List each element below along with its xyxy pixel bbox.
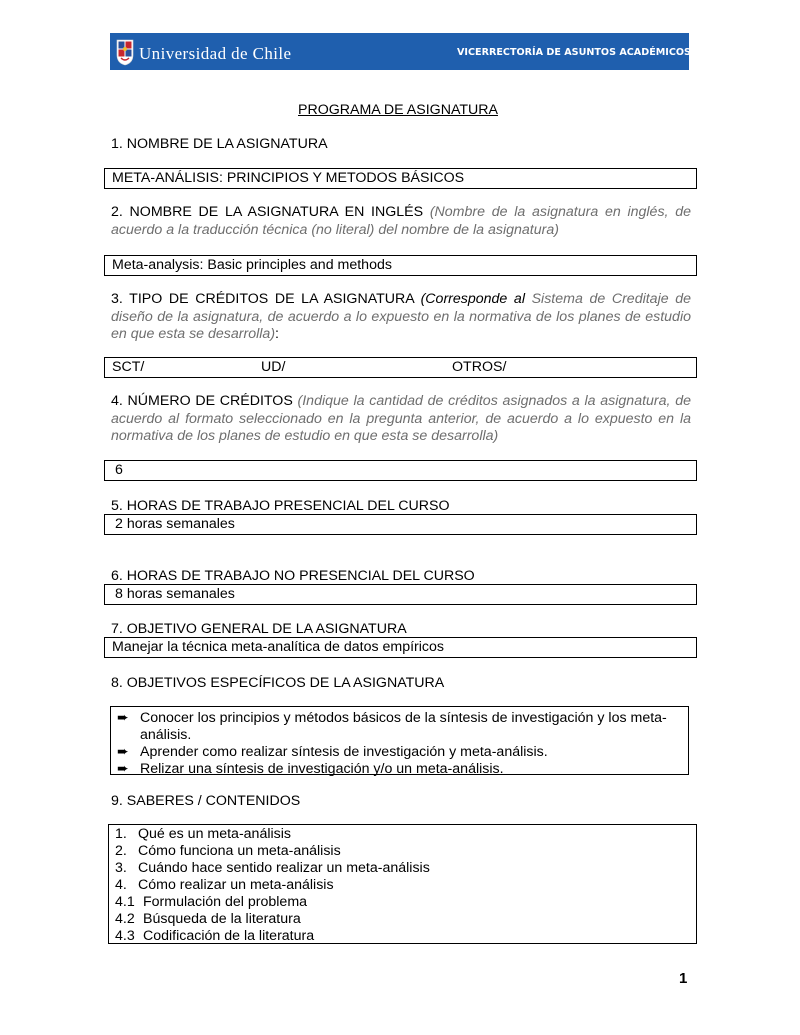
list-item [115, 826, 690, 843]
section-2-heading [111, 204, 691, 239]
item-text: Cómo funciona un meta-análisis [138, 843, 341, 859]
item-text: Cómo realizar un meta-análisis [138, 877, 334, 893]
item-number: 1. [115, 826, 127, 842]
document-title: PROGRAMA DE ASIGNATURA [298, 102, 498, 118]
course-name-value: META-ANÁLISIS: PRINCIPIOS Y METODOS BÁSICOS [112, 170, 465, 186]
section-9-heading: 9. SABERES / CONTENIDOS [111, 793, 301, 809]
list-item [115, 894, 690, 911]
contents-list [115, 826, 690, 945]
section-4-hint: (Indique la cantidad de créditos asignados a la asignatura, de acuerdo al formato seleccionado en la pregunta anterior, de acuerdo a lo expuesto en la normativa de los planes de estudio en que esta se desarrolla) [111, 393, 691, 444]
item-text: Codificación de la literatura [143, 928, 315, 944]
list-item [117, 761, 683, 778]
list-item [115, 911, 690, 928]
item-number: 2. [115, 843, 127, 859]
course-name-field [104, 168, 697, 189]
section-3-heading [111, 291, 691, 344]
section-7-heading: 7. OBJETIVO GENERAL DE LA ASIGNATURA [111, 621, 407, 637]
list-item [117, 710, 683, 744]
section-4-heading [111, 393, 691, 446]
item-number: 4.1 [115, 894, 135, 910]
section-2-heading-text: 2. NOMBRE DE LA ASIGNATURA EN INGLÉS [111, 204, 424, 220]
list-item [115, 843, 690, 860]
university-name: Universidad de Chile [139, 44, 292, 63]
non-presential-hours-field [104, 584, 697, 605]
list-item [115, 877, 690, 894]
item-number: 4. [115, 877, 127, 893]
credit-type-field [104, 357, 697, 378]
item-number: 3. [115, 860, 127, 876]
english-name-value: Meta-analysis: Basic principles and methods [112, 257, 392, 273]
section-2-hint: (Nombre de la asignatura en inglés, de acuerdo a la traducción técnica (no literal) del nombre de la asignatura) [111, 204, 691, 238]
credit-type-sct: SCT/ [112, 359, 145, 375]
section-6-heading: 6. HORAS DE TRABAJO NO PRESENCIAL DEL CURSO [111, 568, 475, 584]
section-3-hint-a: (Corresponde al [420, 291, 525, 307]
item-text: Formulación del problema [143, 894, 308, 910]
section-3-hint-b: Sistema de Creditaje de diseño de la asignatura, de acuerdo a lo expuesto en la normativa de los planes de estudio en que esta se desarrolla) [111, 291, 691, 342]
credits-field [104, 460, 697, 481]
list-item [115, 860, 690, 877]
section-4-heading-text: 4. NÚMERO DE CRÉDITOS [111, 393, 293, 409]
page-number: 1 [679, 970, 688, 987]
objective-text: Aprender como realizar síntesis de investigación y meta-análisis. [140, 744, 548, 760]
arrow-bullet-icon: ➨ [117, 710, 129, 726]
vicerrectoria-title: VICERRECTORÍA DE ASUNTOS ACADÉMICOS [457, 47, 691, 58]
credit-type-otros: OTROS/ [452, 359, 507, 375]
contents-box [108, 824, 697, 944]
general-objective-value: Manejar la técnica meta-analítica de datos empíricos [112, 639, 444, 655]
credits-value: 6 [115, 462, 123, 478]
section-1-heading: 1. NOMBRE DE LA ASIGNATURA [111, 136, 328, 152]
arrow-bullet-icon: ➨ [117, 761, 129, 777]
presential-hours-value: 2 horas semanales [115, 516, 235, 532]
item-text: Búsqueda de la literatura [143, 911, 301, 927]
section-3-heading-text: 3. TIPO DE CRÉDITOS DE LA ASIGNATURA [111, 291, 414, 307]
general-objective-field [104, 637, 697, 658]
section-5-heading: 5. HORAS DE TRABAJO PRESENCIAL DEL CURSO [111, 498, 450, 514]
item-number: 4.2 [115, 911, 135, 927]
presential-hours-field [104, 514, 697, 535]
credit-type-ud: UD/ [261, 359, 286, 375]
section-3-hint-end: : [275, 326, 279, 342]
objective-text: Conocer los principios y métodos básicos de la síntesis de investigación y los meta-análisis. [140, 710, 667, 743]
item-text: Qué es un meta-análisis [138, 826, 291, 842]
objective-text: Relizar una síntesis de investigación y/o un meta-análisis. [140, 761, 504, 777]
specific-objectives-box [110, 706, 689, 775]
section-8-heading: 8. OBJETIVOS ESPECÍFICOS DE LA ASIGNATURA [111, 675, 445, 691]
non-presential-hours-value: 8 horas semanales [115, 586, 235, 602]
list-item [115, 928, 690, 945]
english-name-field [104, 255, 697, 276]
list-item [117, 744, 683, 761]
item-number: 4.3 [115, 928, 135, 944]
item-text: Cuándo hace sentido realizar un meta-análisis [138, 860, 430, 876]
arrow-bullet-icon: ➨ [117, 744, 129, 760]
university-crest-icon [116, 38, 134, 66]
specific-objectives-list [117, 710, 683, 778]
